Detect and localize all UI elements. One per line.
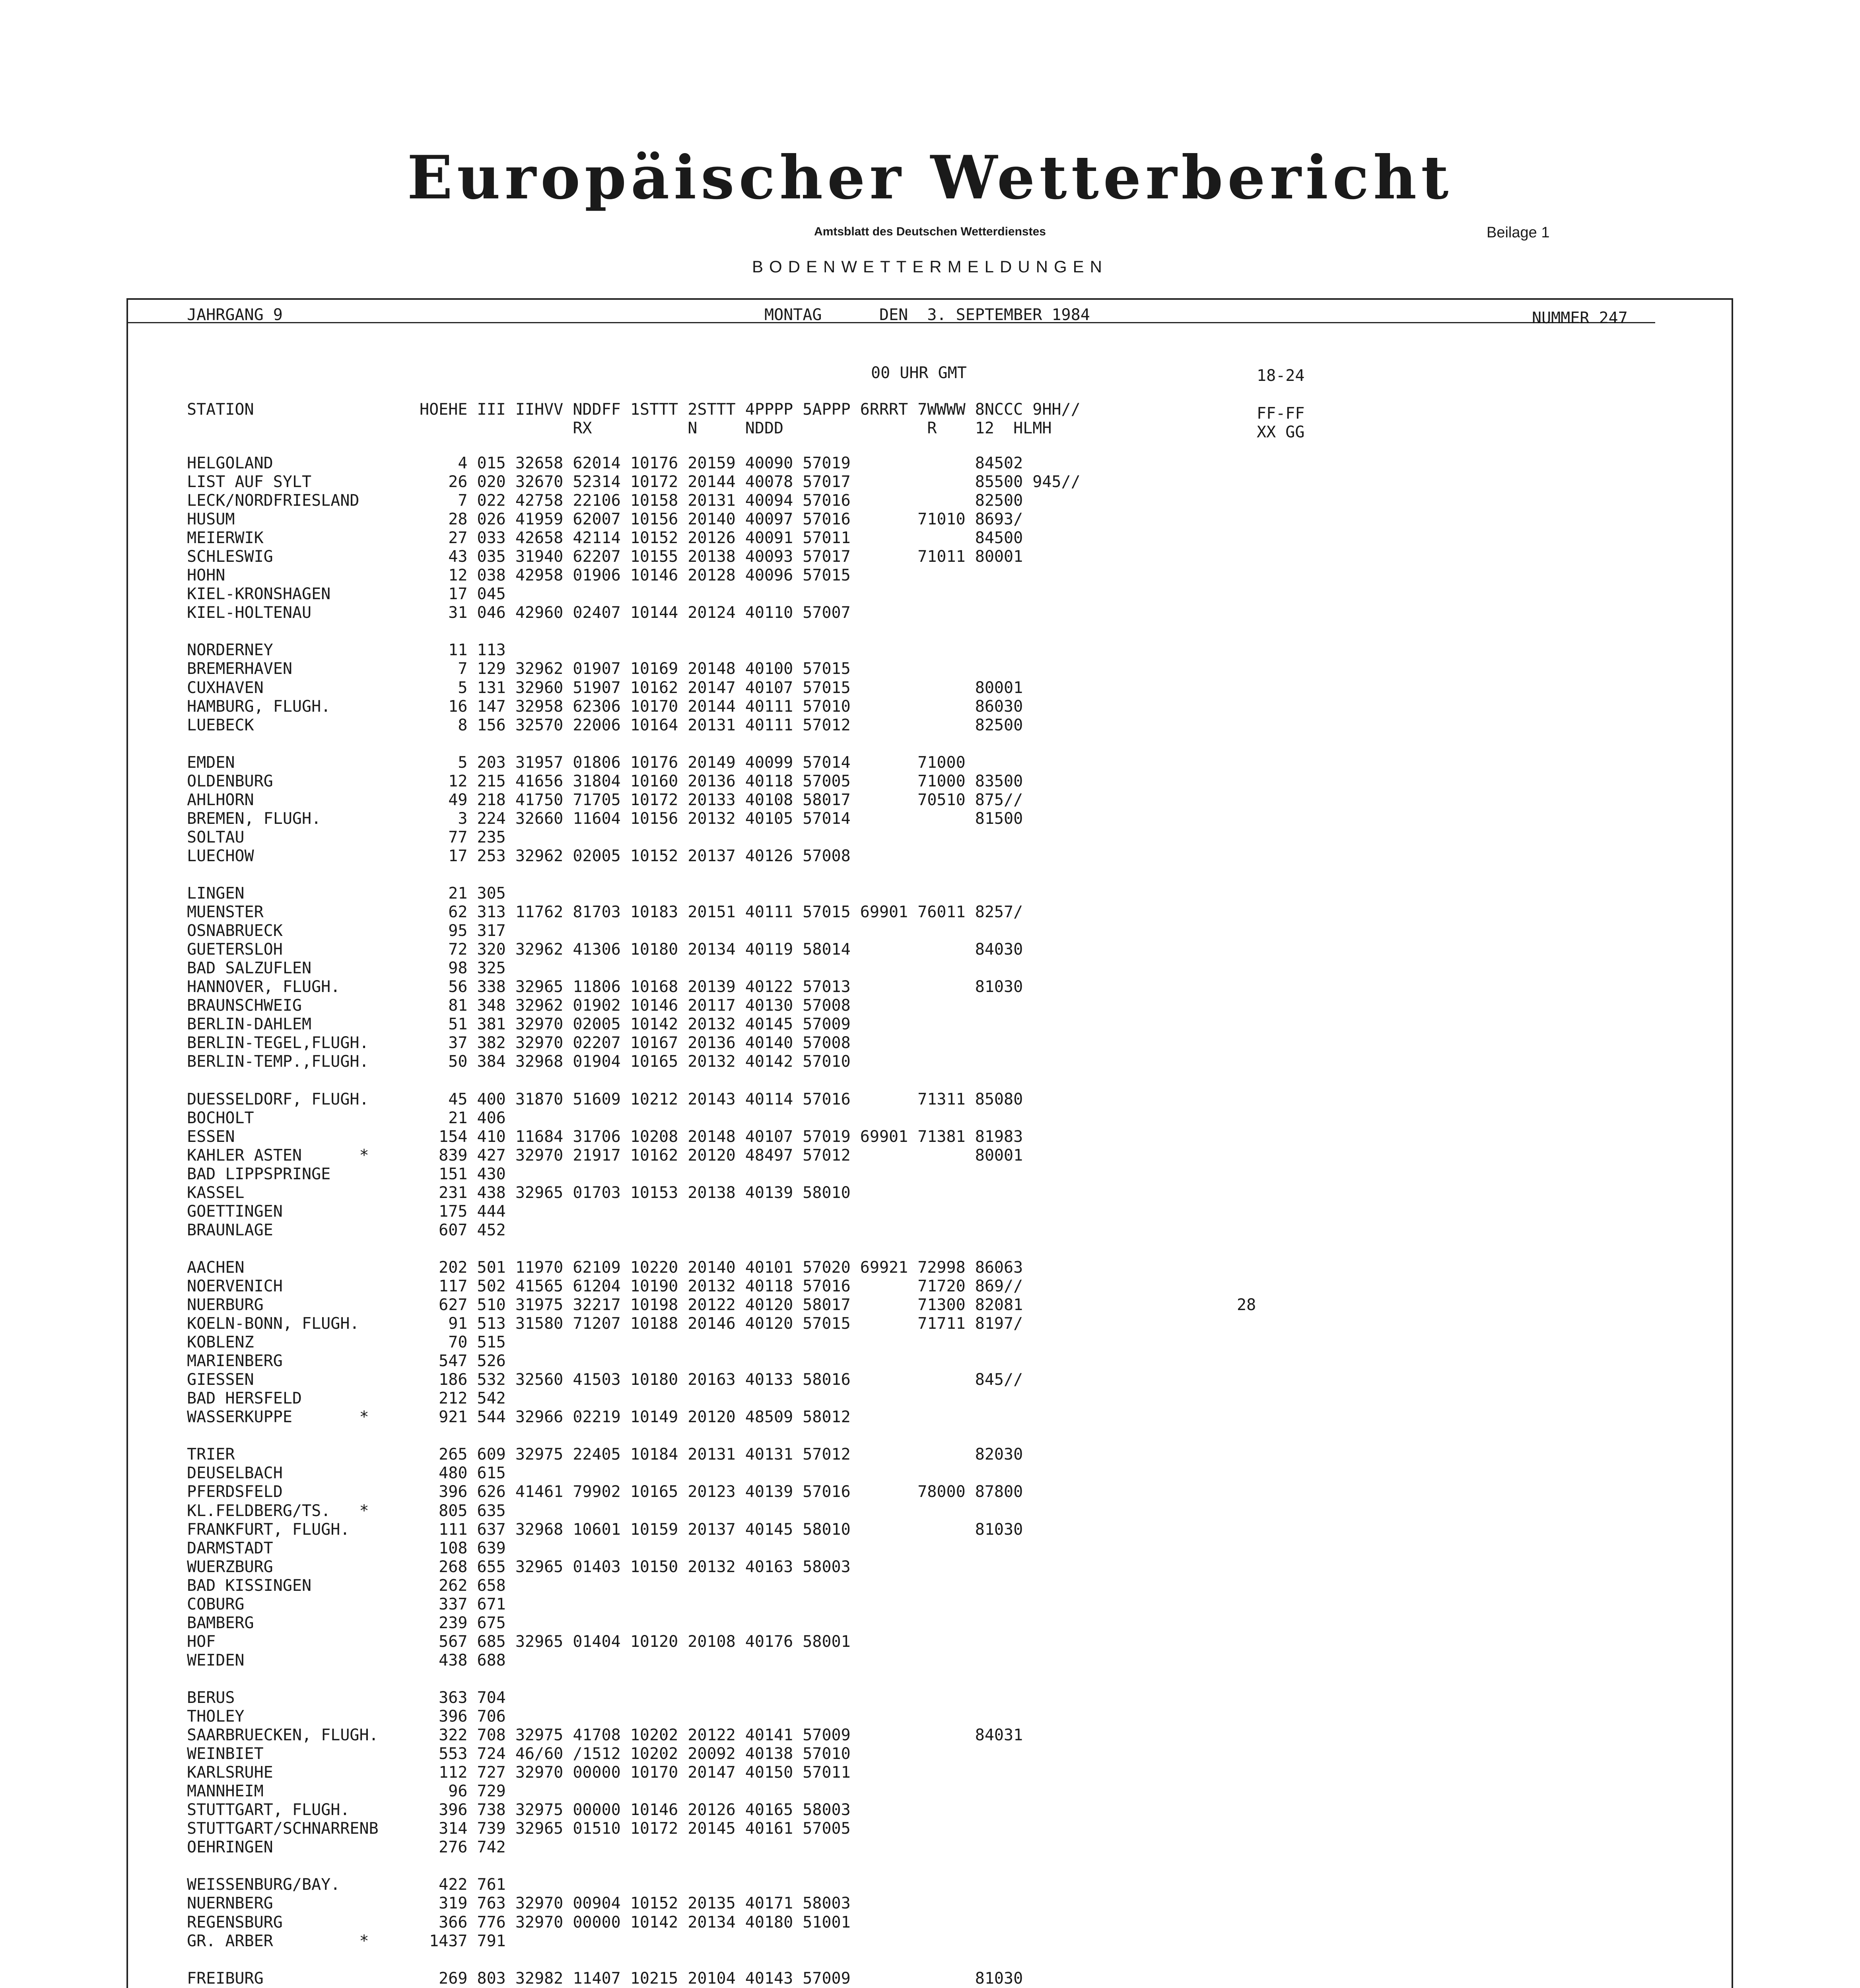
station-name: BOCHOLT [187, 1109, 254, 1127]
station-data: 322 708 32975 41708 10202 20122 40141 57009 84031 [420, 1726, 1023, 1744]
station-data: 96 729 [420, 1782, 506, 1800]
station-data: 37 382 32970 02207 10167 20136 40140 57008 [420, 1034, 851, 1052]
station-data: 175 444 [420, 1202, 506, 1221]
station-data: 607 452 [420, 1221, 506, 1239]
station-name: BRAUNSCHWEIG [187, 996, 302, 1015]
station-data: 396 626 41461 79902 10165 20123 40139 57016 78000 87800 [420, 1483, 1023, 1501]
station-name: OSNABRUECK [187, 922, 283, 940]
station-name: CUXHAVEN [187, 679, 264, 697]
station-name: BERLIN-DAHLEM [187, 1015, 312, 1033]
station-data: 151 430 [420, 1165, 506, 1183]
station-name: SCHLESWIG [187, 547, 273, 566]
station-name: HELGOLAND [187, 454, 273, 472]
station-name: BERLIN-TEGEL,FLUGH. [187, 1034, 369, 1052]
station-data: 366 776 32970 00000 10142 20134 40180 51001 [420, 1913, 851, 1932]
station-name: WEINBIET [187, 1745, 264, 1763]
station-name: FRANKFURT, FLUGH. [187, 1520, 350, 1539]
station-data: 50 384 32968 01904 10165 20132 40142 57010 [420, 1052, 851, 1071]
station-name: NUERNBERG [187, 1894, 273, 1912]
station-name: HANNOVER, FLUGH. [187, 978, 340, 996]
observation-time: 00 UHR GMT [871, 364, 967, 382]
station-data: 265 609 32975 22405 10184 20131 40131 57012 82030 [420, 1445, 1023, 1464]
station-name: DUESSELDORF, FLUGH. [187, 1090, 369, 1109]
station-data: 269 803 32982 11407 10215 20104 40143 57009 81030 [420, 1969, 1023, 1988]
publisher-subtitle: Amtsblatt des Deutschen Wetterdienstes [814, 225, 1046, 238]
station-data: 49 218 41750 71705 10172 20133 40108 58017 70510 875// [420, 791, 1023, 809]
station-name: KAHLER ASTEN * [187, 1146, 369, 1165]
station-data: 547 526 [420, 1352, 506, 1370]
station-data: 117 502 41565 61204 10190 20132 40118 57016 71720 869// [420, 1277, 1023, 1295]
station-data: 5 203 31957 01806 10176 20149 40099 57014 71000 [420, 753, 966, 772]
station-data: 921 544 32966 02219 10149 20120 48509 58012 [420, 1408, 851, 1426]
extra-period-label: 18-24 [1257, 367, 1305, 385]
station-name: DEUSELBACH [187, 1464, 283, 1482]
station-name: GOETTINGEN [187, 1202, 283, 1221]
station-name: SAARBRUECKEN, FLUGH. [187, 1726, 379, 1744]
station-data: 262 658 [420, 1576, 506, 1595]
station-data: 51 381 32970 02005 10142 20132 40145 57009 [420, 1015, 851, 1033]
station-data: 396 706 [420, 1707, 506, 1726]
station-data: 91 513 31580 71207 10188 20146 40120 57015 71711 8197/ [420, 1314, 1023, 1333]
station-data: 314 739 32965 01510 10172 20145 40161 57005 [420, 1819, 851, 1838]
station-name: LUECHOW [187, 847, 254, 865]
station-name: KASSEL [187, 1184, 245, 1202]
station-name: TRIER [187, 1445, 235, 1464]
station-data: 337 671 [420, 1595, 506, 1613]
station-name: GR. ARBER * [187, 1932, 369, 1950]
station-data: 43 035 31940 62207 10155 20138 40093 57017 71011 80001 [420, 547, 1023, 566]
station-data: 202 501 11970 62109 10220 20140 40101 57020 69921 72998 86063 [420, 1258, 1023, 1277]
station-data: 422 761 [420, 1875, 506, 1894]
station-data: 276 742 [420, 1838, 506, 1856]
station-data: 212 542 [420, 1389, 506, 1408]
station-data: 27 033 42658 42114 10152 20126 40091 57011 84500 [420, 529, 1023, 547]
station-name: NOERVENICH [187, 1277, 283, 1295]
station-name: NORDERNEY [187, 641, 273, 659]
station-name: LINGEN [187, 884, 245, 903]
supplement-label: Beilage 1 [1487, 224, 1550, 241]
issue-number: NUMMER 247 [1532, 309, 1628, 327]
station-data: 31 046 42960 02407 10144 20124 40110 57007 [420, 604, 851, 622]
station-data: 8 156 32570 22006 10164 20131 40111 57012 82500 [420, 716, 1023, 734]
station-data: 805 635 [420, 1502, 506, 1520]
station-data: 77 235 [420, 828, 506, 846]
station-data: 154 410 11684 31706 10208 20148 40107 57019 69901 71381 81983 [420, 1128, 1023, 1146]
station-name: BAD HERSFELD [187, 1389, 302, 1408]
station-data: 70 515 [420, 1333, 506, 1351]
code-columns-header: HOEHE III IIHVV NDDFF 1STTT 2STTT 4PPPP 5APPP 6RRRT 7WWWW 8NCCC 9HH// [420, 400, 1081, 419]
station-name: HOHN [187, 566, 225, 584]
station-data: 268 655 32965 01403 10150 20132 40163 58003 [420, 1558, 851, 1576]
station-data: 396 738 32975 00000 10146 20126 40165 58003 [420, 1801, 851, 1819]
station-name: LECK/NORDFRIESLAND [187, 491, 360, 510]
station-name: BAD LIPPSPRINGE [187, 1165, 331, 1183]
station-name: BREMERHAVEN [187, 660, 292, 678]
station-name: LIST AUF SYLT [187, 473, 312, 491]
extra-columns-header: FF-FF [1257, 404, 1305, 423]
station-name: BRAUNLAGE [187, 1221, 273, 1239]
station-data: 56 338 32965 11806 10168 20139 40122 57013 81030 [420, 978, 1023, 996]
station-data: 12 038 42958 01906 10146 20128 40096 57015 [420, 566, 851, 584]
station-name: KARLSRUHE [187, 1763, 273, 1782]
station-name: BAD KISSINGEN [187, 1576, 312, 1595]
station-name: EMDEN [187, 753, 235, 772]
station-data: 567 685 32965 01404 10120 20108 40176 58001 [420, 1633, 851, 1651]
station-name: HAMBURG, FLUGH. [187, 697, 331, 716]
station-data: 231 438 32965 01703 10153 20138 40139 58010 [420, 1184, 851, 1202]
code-columns-subheader: RX N NDDD R 12 HLMH [420, 419, 1052, 437]
station-data: 363 704 [420, 1689, 506, 1707]
station-data: 21 406 [420, 1109, 506, 1127]
station-name: KIEL-HOLTENAU [187, 604, 312, 622]
wind-extra: 28 [1237, 1296, 1256, 1314]
station-name: AHLHORN [187, 791, 254, 809]
station-name: BAD SALZUFLEN [187, 959, 312, 977]
station-name: MEIERWIK [187, 529, 264, 547]
station-name: COBURG [187, 1595, 245, 1613]
station-name: WEISSENBURG/BAY. [187, 1875, 340, 1894]
station-name: AACHEN [187, 1258, 245, 1277]
station-name: GIESSEN [187, 1371, 254, 1389]
station-data: 17 253 32962 02005 10152 20137 40126 57008 [420, 847, 851, 865]
extra-columns-subheader: XX GG [1257, 423, 1305, 441]
station-name: HOF [187, 1633, 216, 1651]
station-data: 21 305 [420, 884, 506, 903]
station-data: 98 325 [420, 959, 506, 977]
station-data: 438 688 [420, 1651, 506, 1670]
station-data: 627 510 31975 32217 10198 20122 40120 58017 71300 82081 [420, 1296, 1023, 1314]
station-name: FREIBURG [187, 1969, 264, 1988]
station-data: 12 215 41656 31804 10160 20136 40118 57005 71000 83500 [420, 772, 1023, 790]
station-name: ESSEN [187, 1128, 235, 1146]
station-name: LUEBECK [187, 716, 254, 734]
station-data: 7 022 42758 22106 10158 20131 40094 57016 82500 [420, 491, 1023, 510]
station-name: BAMBERG [187, 1614, 254, 1632]
station-data: 72 320 32962 41306 10180 20134 40119 58014 84030 [420, 940, 1023, 959]
station-name: NUERBURG [187, 1296, 264, 1314]
station-name: DARMSTADT [187, 1539, 273, 1557]
station-data: 839 427 32970 21917 10162 20120 48497 57012 80001 [420, 1146, 1023, 1165]
station-name: WASSERKUPPE * [187, 1408, 369, 1426]
station-data: 3 224 32660 11604 10156 20132 40105 57014 81500 [420, 810, 1023, 828]
station-data: 28 026 41959 62007 10156 20140 40097 57016 71010 8693/ [420, 510, 1023, 528]
station-name: SOLTAU [187, 828, 245, 846]
station-name: BERLIN-TEMP.,FLUGH. [187, 1052, 369, 1071]
station-name: MARIENBERG [187, 1352, 283, 1370]
station-data: 16 147 32958 62306 10170 20144 40111 57010 86030 [420, 697, 1023, 716]
station-data: 186 532 32560 41503 10180 20163 40133 58016 845// [420, 1371, 1023, 1389]
station-name: REGENSBURG [187, 1913, 283, 1932]
station-name: KOBLENZ [187, 1333, 254, 1351]
station-column-header: STATION [187, 400, 254, 419]
station-name: GUETERSLOH [187, 940, 283, 959]
station-name: THOLEY [187, 1707, 245, 1726]
station-data: 111 637 32968 10601 10159 20137 40145 58010 81030 [420, 1520, 1023, 1539]
station-data: 62 313 11762 81703 10183 20151 40111 57015 69901 76011 8257/ [420, 903, 1023, 921]
station-name: STUTTGART/SCHNARRENB [187, 1819, 379, 1838]
station-data: 11 113 [420, 641, 506, 659]
station-name: OEHRINGEN [187, 1838, 273, 1856]
station-name: WUERZBURG [187, 1558, 273, 1576]
station-name: KOELN-BONN, FLUGH. [187, 1314, 360, 1333]
station-name: MUENSTER [187, 903, 264, 921]
station-data: 7 129 32962 01907 10169 20148 40100 57015 [420, 660, 851, 678]
issue-date: MONTAG DEN 3. SEPTEMBER 1984 [764, 306, 1090, 324]
station-data: 81 348 32962 01902 10146 20117 40130 57008 [420, 996, 851, 1015]
station-data: 112 727 32970 00000 10170 20147 40150 57011 [420, 1763, 851, 1782]
volume-label: JAHRGANG 9 [187, 306, 283, 324]
station-name: STUTTGART, FLUGH. [187, 1801, 350, 1819]
station-name: WEIDEN [187, 1651, 245, 1670]
station-data: 480 615 [420, 1464, 506, 1482]
station-data: 319 763 32970 00904 10152 20135 40171 58003 [420, 1894, 851, 1912]
station-data: 17 045 [420, 585, 506, 603]
section-heading: BODENWETTERMELDUNGEN [752, 257, 1108, 276]
station-name: PFERDSFELD [187, 1483, 283, 1501]
station-name: MANNHEIM [187, 1782, 264, 1800]
station-name: HUSUM [187, 510, 235, 528]
station-data: 239 675 [420, 1614, 506, 1632]
station-data: 1437 791 [420, 1932, 506, 1950]
station-name: OLDENBURG [187, 772, 273, 790]
station-name: KIEL-KRONSHAGEN [187, 585, 331, 603]
station-data: 5 131 32960 51907 10162 20147 40107 57015 80001 [420, 679, 1023, 697]
station-data: 4 015 32658 62014 10176 20159 40090 57019 84502 [420, 454, 1023, 472]
station-data: 45 400 31870 51609 10212 20143 40114 57016 71311 85080 [420, 1090, 1023, 1109]
page-title: Europäischer Wetterbericht [407, 143, 1453, 213]
station-data: 95 317 [420, 922, 506, 940]
station-data: 26 020 32670 52314 10172 20144 40078 57017 85500 945// [420, 473, 1081, 491]
station-name: BREMEN, FLUGH. [187, 810, 321, 828]
station-name: BERUS [187, 1689, 235, 1707]
station-data: 553 724 46/60 /1512 10202 20092 40138 57010 [420, 1745, 851, 1763]
station-data: 108 639 [420, 1539, 506, 1557]
station-name: KL.FELDBERG/TS. * [187, 1502, 369, 1520]
